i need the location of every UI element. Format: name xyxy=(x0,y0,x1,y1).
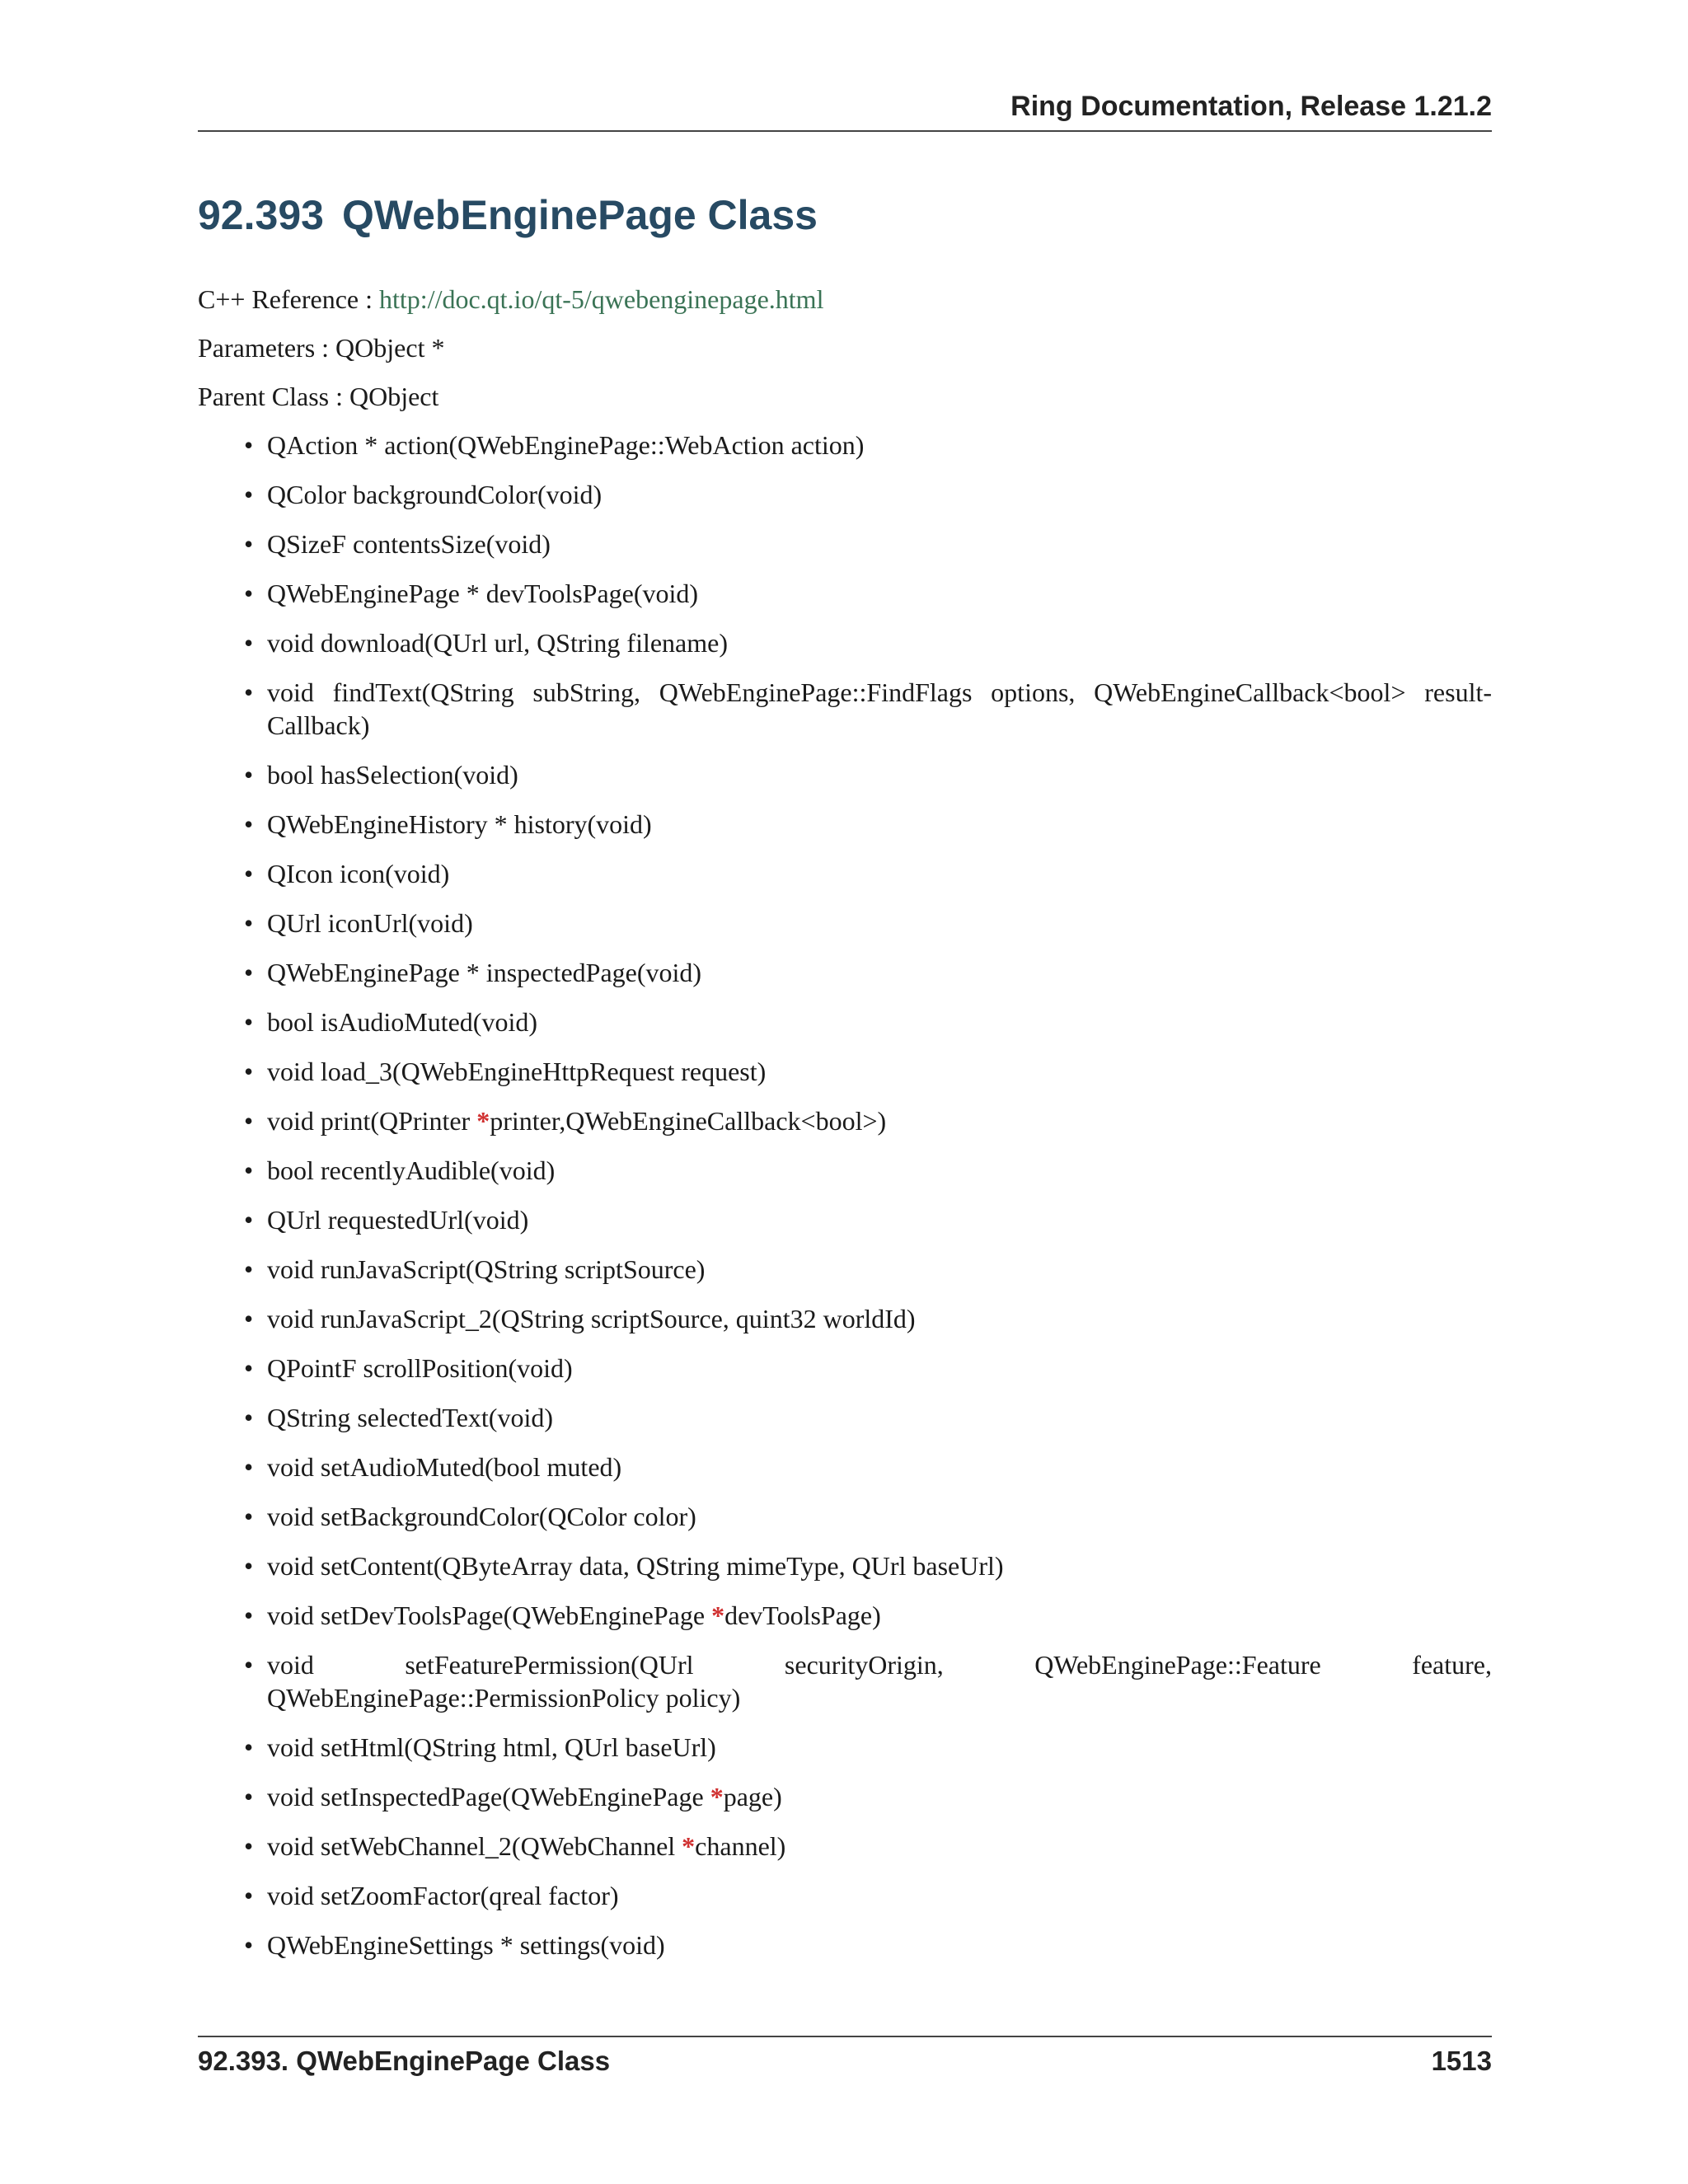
reference-label: C++ Reference : xyxy=(198,284,379,314)
method-item xyxy=(198,1055,1492,1088)
method-signature: QIcon icon(void) xyxy=(267,859,450,888)
bullet-icon: • xyxy=(244,1205,254,1235)
section-number: 92.393 xyxy=(198,192,324,238)
bullet-icon: • xyxy=(244,1502,254,1531)
method-item xyxy=(198,1154,1492,1187)
method-item xyxy=(198,808,1492,841)
bullet-icon: • xyxy=(244,628,254,658)
method-signature: void runJavaScript(QString scriptSource) xyxy=(267,1254,706,1284)
method-signature: QWebEngineHistory * history(void) xyxy=(267,809,652,839)
bullet-icon: • xyxy=(244,760,254,790)
bullet-icon: • xyxy=(244,1650,254,1680)
method-item xyxy=(198,1929,1492,1961)
method-signature-part: channel) xyxy=(695,1831,786,1861)
method-item xyxy=(198,429,1492,462)
method-signature: bool hasSelection(void) xyxy=(267,760,518,790)
method-signature: bool recentlyAudible(void) xyxy=(267,1155,556,1185)
section-title-text: QWebEnginePage Class xyxy=(341,192,818,238)
method-signature-part: void setInspectedPage(QWebEnginePage xyxy=(267,1782,710,1811)
method-item xyxy=(198,1648,1492,1714)
method-item xyxy=(198,626,1492,659)
pointer-star: * xyxy=(710,1782,724,1811)
method-item xyxy=(198,1352,1492,1385)
method-signature: void setContent(QByteArray data, QString mimeType, QUrl baseUrl) xyxy=(267,1551,1004,1581)
method-list xyxy=(198,429,1492,1978)
method-item xyxy=(198,1731,1492,1764)
method-item xyxy=(198,478,1492,511)
method-item xyxy=(198,1451,1492,1483)
method-signature: void setZoomFactor(qreal factor) xyxy=(267,1881,619,1910)
bullet-icon: • xyxy=(244,579,254,608)
cpp-reference xyxy=(198,283,823,316)
method-item xyxy=(198,907,1492,940)
method-item xyxy=(198,1599,1492,1632)
footer-section: 92.393. QWebEnginePage Class xyxy=(198,2046,611,2076)
method-item xyxy=(198,1203,1492,1236)
pointer-star: * xyxy=(476,1106,490,1136)
pointer-star: * xyxy=(682,1831,696,1861)
method-item xyxy=(198,1401,1492,1434)
method-item xyxy=(198,527,1492,560)
reference-link[interactable]: http://doc.qt.io/qt-5/qwebenginepage.html xyxy=(379,284,824,314)
bullet-icon: • xyxy=(244,529,254,559)
method-item xyxy=(198,857,1492,890)
bullet-icon: • xyxy=(244,1304,254,1333)
bullet-icon: • xyxy=(244,859,254,888)
method-signature: void setAudioMuted(bool muted) xyxy=(267,1452,622,1482)
bullet-icon: • xyxy=(244,1106,254,1136)
method-signature: QWebEnginePage * devToolsPage(void) xyxy=(267,579,699,608)
method-item xyxy=(198,1253,1492,1286)
bullet-icon: • xyxy=(244,1007,254,1037)
method-signature: QUrl iconUrl(void) xyxy=(267,908,473,938)
method-signature: void setHtml(QString html, QUrl baseUrl) xyxy=(267,1732,716,1762)
method-signature: void findText(QString subString, QWebEnginePage::FindFlags options, QWebEngineCallback<bool> result-Callback) xyxy=(267,677,1492,740)
bullet-icon: • xyxy=(244,1930,254,1960)
method-signature-part: void setWebChannel_2(QWebChannel xyxy=(267,1831,682,1861)
method-item xyxy=(198,676,1492,742)
method-signature: QAction * action(QWebEnginePage::WebAction action) xyxy=(267,430,865,460)
method-signature: void download(QUrl url, QString filename) xyxy=(267,628,728,658)
method-signature: void load_3(QWebEngineHttpRequest request) xyxy=(267,1057,767,1086)
bullet-icon: • xyxy=(244,677,254,707)
method-item xyxy=(198,1104,1492,1137)
method-signature: void setBackgroundColor(QColor color) xyxy=(267,1502,696,1531)
pointer-star: * xyxy=(711,1601,725,1630)
bullet-icon: • xyxy=(244,809,254,839)
method-signature: QWebEngineSettings * settings(void) xyxy=(267,1930,665,1960)
bullet-icon: • xyxy=(244,1551,254,1581)
parent-class-line: Parent Class : QObject xyxy=(198,382,439,411)
method-signature: QWebEnginePage * inspectedPage(void) xyxy=(267,958,702,987)
method-item xyxy=(198,577,1492,610)
bullet-icon: • xyxy=(244,1403,254,1432)
footer-rule xyxy=(198,2036,1492,2037)
bullet-icon: • xyxy=(244,1782,254,1811)
method-signature: void runJavaScript_2(QString scriptSource, quint32 worldId) xyxy=(267,1304,916,1333)
method-item xyxy=(198,1830,1492,1863)
header-rule xyxy=(198,130,1492,132)
method-signature-part: void print(QPrinter xyxy=(267,1106,477,1136)
bullet-icon: • xyxy=(244,958,254,987)
page-number: 1513 xyxy=(1431,2046,1492,2076)
method-signature: QUrl requestedUrl(void) xyxy=(267,1205,529,1235)
method-item xyxy=(198,1500,1492,1533)
bullet-icon: • xyxy=(244,1057,254,1086)
method-item xyxy=(198,758,1492,791)
bullet-icon: • xyxy=(244,1831,254,1861)
method-item xyxy=(198,1302,1492,1335)
method-signature: void setFeaturePermission(QUrl securityOrigin, QWebEnginePage::Feature feature, QWebEnginePage::PermissionPolicy policy) xyxy=(267,1650,1492,1713)
parameters-line: Parameters : QObject * xyxy=(198,333,445,363)
method-signature: QSizeF contentsSize(void) xyxy=(267,529,551,559)
bullet-icon: • xyxy=(244,430,254,460)
bullet-icon: • xyxy=(244,908,254,938)
method-item xyxy=(198,1005,1492,1038)
method-item xyxy=(198,1780,1492,1813)
method-item xyxy=(198,956,1492,989)
bullet-icon: • xyxy=(244,1353,254,1383)
method-signature: QColor backgroundColor(void) xyxy=(267,480,603,509)
bullet-icon: • xyxy=(244,1732,254,1762)
method-signature-part: devToolsPage) xyxy=(724,1601,881,1630)
section-title xyxy=(198,191,818,239)
method-item xyxy=(198,1549,1492,1582)
method-signature: QPointF scrollPosition(void) xyxy=(267,1353,573,1383)
bullet-icon: • xyxy=(244,1881,254,1910)
method-signature-part: printer,QWebEngineCallback<bool>) xyxy=(490,1106,887,1136)
bullet-icon: • xyxy=(244,1254,254,1284)
method-item xyxy=(198,1879,1492,1912)
bullet-icon: • xyxy=(244,1601,254,1630)
method-signature-part: void setDevToolsPage(QWebEnginePage xyxy=(267,1601,712,1630)
method-signature-part: page) xyxy=(723,1782,782,1811)
bullet-icon: • xyxy=(244,1155,254,1185)
bullet-icon: • xyxy=(244,480,254,509)
method-signature: QString selectedText(void) xyxy=(267,1403,553,1432)
bullet-icon: • xyxy=(244,1452,254,1482)
method-signature: bool isAudioMuted(void) xyxy=(267,1007,537,1037)
running-header: Ring Documentation, Release 1.21.2 xyxy=(1010,91,1492,122)
